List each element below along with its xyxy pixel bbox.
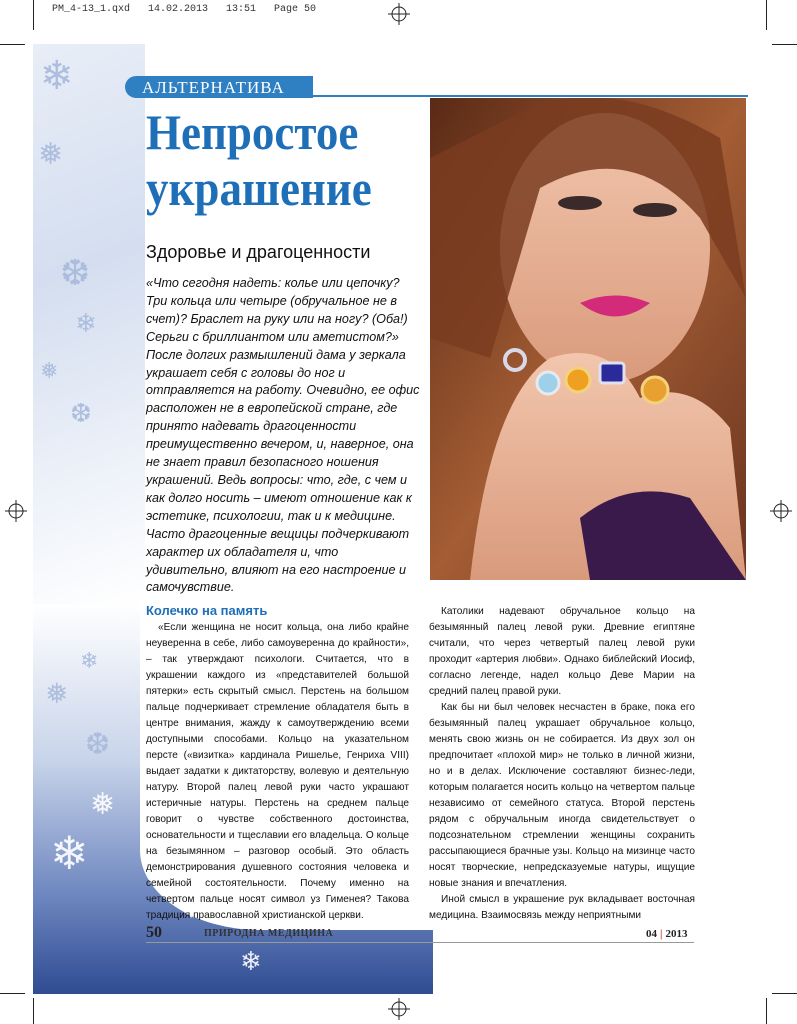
lead-text: «Что сегодня надеть: колье или цепочку? Три кольца или четыре (обручальное не в счет)? Браслет на руку или на ногу? (Оба!) Серьги с бриллиантом или аметистом?» После долгих размышлений дама у зеркала украшает себя с головы до ног и отправляется на работу. Очевидно, ее офис расположен не в европейской стране, где принято надевать драгоценности преимущественно вечером, и, наверное, она не знает правил безопасного ношения украшений. Ведь вопросы: что, где, с чем и как долго носить – имеют отношение как к эстетике, психологии, так и к медицине. Часто драгоценные вещицы подчеркивают характер их обладателя и, что удивительно, влияют на его настроение и самочувствие. [146,276,420,595]
crop-mark [0,993,25,994]
registration-mark-icon [388,998,410,1020]
paragraph: Католики надевают обручальное кольцо на безымянный палец левой руки. Древние египтяне считали, что через четвертый палец левой руки проходит «артерия любви». Однако библейский Иосиф, согласно легенде, надел кольцо Деве Марии на средний палец правой руки. [429,606,695,697]
snowflake-icon: ❄ [80,648,99,673]
article-title [146,104,372,216]
crop-mark [772,993,797,994]
paragraph: «Если женщина не носит кольца, она либо крайне неуверенна в себе, либо самоуверенна до крайности», – так утверждают психологи. Считается, что в украшении каждого из «представителей большой пятерки» есть скрытый смысл. Перстень на большом пальце подчеркивает стремление обладателя быть в центре внимания, жажду к самоутверждению всеми доступными способами. Кольцо на указательном персте («визитка» кардинала Ришелье, Генриха VIII) выдает задатки к диктаторству, волевую и деятельную натуру. Второй палец левой руки часто украшают истеричные натуры. Перстень на среднем пальце говорит о чувстве собственного достоинства, основательности и тщеславии его владельца. О кольце на безымянном – разговор особый. Это область демонстрирования душевного состояния человека и семейной состоятельности. Почему именно на четвертом пальце носят символ уз Гименея? Такова традиция православной христианской церкви. [146,622,409,921]
paragraph: Как бы ни был человек несчастен в браке, пока его безымянный палец украшает обручальное кольцо, менять свою жизнь он не собирается. Из двух зол он предпочитает «плохой мир» не только в личной жизни, но и в делах. Исключение составляют бизнес-леди, которым полагается носить кольцо на четвертом пальце независимо от семейного статуса. Второй перстень рядом с обручальным иногда свидетельствует о подсознательном стремлении женщины сохранить рассыпающиеся брачные узы. Кольцо на мизинце часто носят творческие, непредсказуемые натуры, ищущие новые знания и впечатления. [429,702,695,889]
crop-mark [33,0,34,30]
snowflake-icon: ❅ [40,358,59,383]
snowflake-icon: ❄ [40,54,74,98]
print-slug: PM_4-13_1.qxd 14.02.2013 13:51 Page 50 [52,4,317,15]
registration-mark-icon [5,500,27,522]
snowflake-icon: ❅ [38,138,64,171]
footer-rule [146,942,694,943]
snowflake-icon: ❆ [180,888,209,926]
issue-info [646,928,687,940]
crop-mark [772,44,797,45]
snowflake-icon: ❆ [60,252,91,293]
article-column-1 [146,620,409,924]
crop-mark [33,998,34,1024]
rubric-rule [300,95,748,97]
snowflake-icon: ❅ [90,788,116,821]
article-photo [430,98,746,580]
snowflake-icon: ❅ [45,678,69,709]
crop-mark [766,998,767,1024]
rubric-label: АЛЬТЕРНАТИВА [142,78,285,97]
paragraph: Иной смысл в украшение рук вкладывает восточная медицина. Взаимосвязь между неприятными [429,894,695,921]
crop-mark [0,44,25,45]
snowflake-icon: ❆ [70,398,92,428]
registration-mark-icon [770,500,792,522]
article-title-line: украшение [146,160,372,216]
issue-number: 04 [646,928,657,940]
snowflake-icon: ❆ [85,728,111,761]
issue-year: 2013 [665,928,688,940]
lead-paragraph [146,275,421,597]
issue-separator: | [660,928,663,940]
snowflake-icon: ❄ [240,946,262,976]
registration-mark-icon [388,3,410,25]
snowflake-icon: ❄ [75,308,97,338]
snowflake-icon: ❄ [50,827,89,879]
article-column-2 [429,604,695,924]
crop-mark [766,0,767,30]
woman-with-rings-illustration [430,98,746,580]
article-title-line: Непростое [146,104,359,160]
article-subtitle: Здоровье и драгоценности [146,242,371,262]
section-heading: Колечко на память [146,603,268,618]
page-number: 50 [146,924,162,941]
magazine-name: ПРИРОДНА МЕДИЦИНА [204,928,334,939]
